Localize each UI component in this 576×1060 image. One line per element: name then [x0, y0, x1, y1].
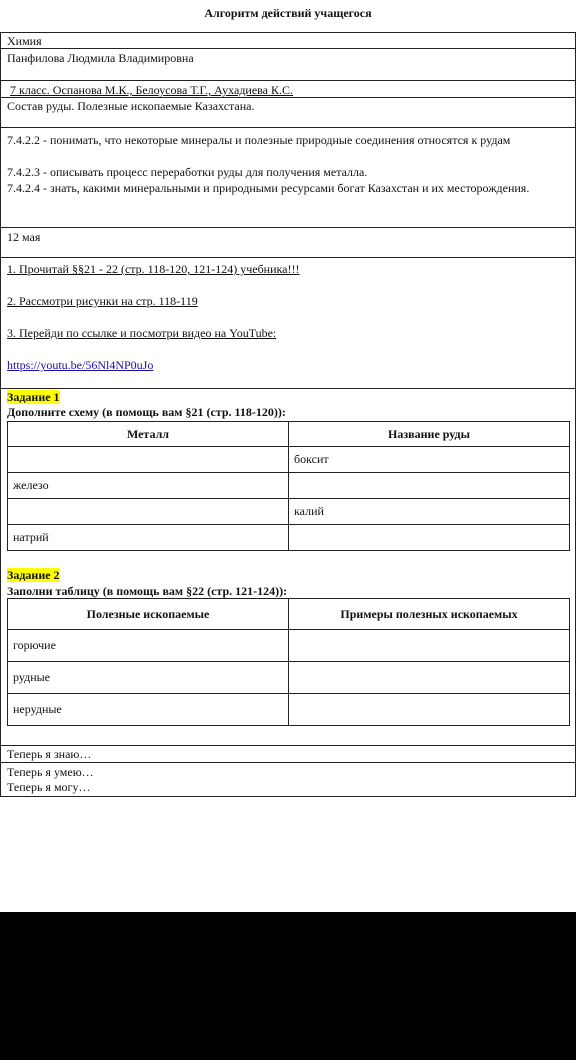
- table-row: [8, 473, 570, 499]
- task1-header-ore: Название руды: [289, 422, 570, 447]
- table-cell[interactable]: железо: [8, 473, 289, 499]
- reflection-know: Теперь я знаю…: [7, 747, 92, 761]
- youtube-link[interactable]: https://youtu.be/56Nl4NP0uJo: [7, 358, 154, 372]
- table-cell[interactable]: [289, 694, 570, 726]
- table-cell[interactable]: [289, 525, 570, 551]
- step-read: 1. Прочитай §§21 - 22 (стр. 118-120, 121-124) учебника!!!: [7, 262, 300, 276]
- task2-header-minerals: Полезные ископаемые: [8, 599, 289, 630]
- task1-instruction: Дополните схему (в помощь вам §21 (стр. 118-120)):: [7, 405, 286, 419]
- task2-instruction: Заполни таблицу (в помощь вам §22 (стр. 121-124)):: [7, 584, 288, 598]
- table-row: [8, 694, 570, 726]
- table-cell[interactable]: [289, 662, 570, 694]
- subject: Химия: [7, 34, 42, 48]
- document-title: Алгоритм действий учащегося: [204, 6, 372, 20]
- task2-header-examples: Примеры полезных ископаемых: [289, 599, 570, 630]
- objective-2: 7.4.2.3 - описывать процесс переработки руды для получения металла.: [7, 165, 368, 179]
- table-row: [8, 447, 570, 473]
- lesson-topic: Состав руды. Полезные ископаемые Казахстана.: [7, 99, 255, 113]
- table-cell[interactable]: натрий: [8, 525, 289, 551]
- task1-label: Задание 1: [7, 390, 60, 404]
- table-cell[interactable]: горючие: [8, 630, 289, 662]
- table-cell[interactable]: [289, 473, 570, 499]
- teacher-name: Панфилова Людмила Владимировна: [7, 51, 194, 65]
- table-cell[interactable]: калий: [289, 499, 570, 525]
- table-cell[interactable]: нерудные: [8, 694, 289, 726]
- task2-table: [7, 598, 570, 726]
- table-cell[interactable]: [289, 630, 570, 662]
- table-row: [8, 499, 570, 525]
- objective-1: 7.4.2.2 - понимать, что некоторые минералы и полезные природные соединения относятся к рудам: [7, 133, 511, 147]
- reflection-able: Теперь я могу…: [7, 780, 91, 794]
- textbook-authors: 7 класс. Оспанова М.К., Белоусова Т.Г., Аухадиева К.С.: [10, 83, 294, 97]
- task1-header-metal: Металл: [8, 422, 289, 447]
- step-video: 3. Перейди по ссылке и посмотри видео на YouTube:: [7, 326, 277, 340]
- step-look: 2. Рассмотри рисунки на стр. 118-119: [7, 294, 198, 308]
- objective-3: 7.4.2.4 - знать, какими минеральными и природными ресурсами богат Казахстан и их месторождения.: [7, 181, 530, 195]
- task1-table: [7, 421, 570, 551]
- table-cell[interactable]: рудные: [8, 662, 289, 694]
- table-row: [8, 662, 570, 694]
- table-cell[interactable]: [8, 499, 289, 525]
- table-cell[interactable]: боксит: [289, 447, 570, 473]
- task2-label: Задание 2: [7, 568, 60, 582]
- table-row: [8, 630, 570, 662]
- table-cell[interactable]: [8, 447, 289, 473]
- lesson-date: 12 мая: [7, 230, 41, 244]
- table-row: [8, 525, 570, 551]
- reflection-can: Теперь я умею…: [7, 765, 94, 779]
